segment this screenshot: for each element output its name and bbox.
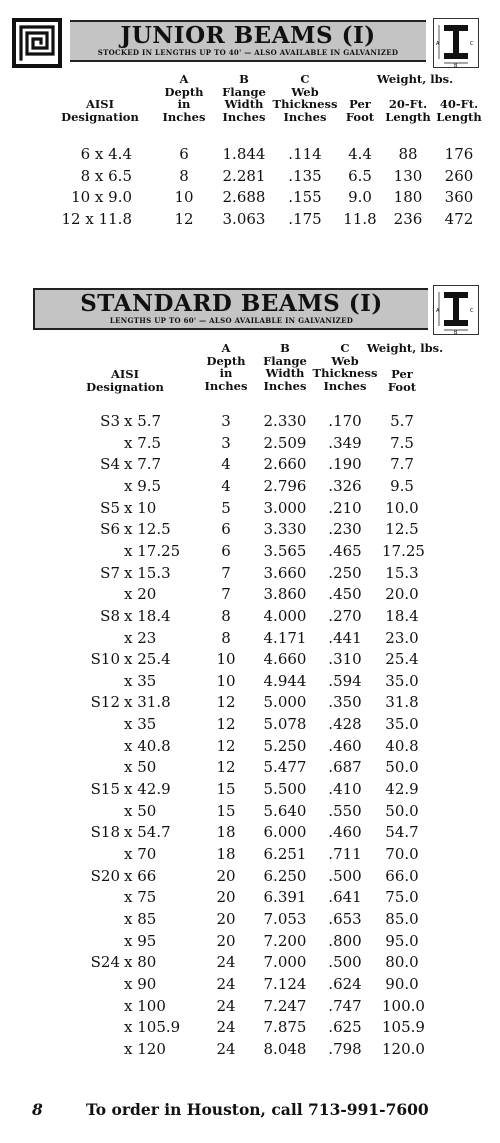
standard-cell-weight-designation: x 7.7 [124, 455, 162, 474]
table-row [0, 951, 500, 973]
table-row [0, 518, 500, 540]
standard-cell-web-thickness: .500 [328, 866, 362, 885]
standard-cell-flange-width: 7.053 [263, 909, 307, 928]
standard-cell-per-foot: 23.0 [385, 628, 419, 647]
standard-cell-per-foot: 75.0 [385, 888, 419, 907]
table-row [0, 800, 500, 822]
standard-cell-per-foot: 35.0 [385, 715, 419, 734]
standard-cell-depth: 18 [216, 823, 236, 842]
standard-cell-per-foot: 7.7 [390, 455, 414, 474]
table-row [0, 756, 500, 778]
standard-cell-weight-designation: x 85 [124, 909, 157, 928]
standard-cell-web-thickness: .711 [328, 845, 362, 863]
junior-cell-20ft-length: 88 [398, 145, 418, 163]
standard-cell-web-thickness: .550 [328, 801, 362, 820]
standard-cell-per-foot: 90.0 [385, 974, 419, 993]
junior-cell-designation: 8 x 6.5 [80, 166, 132, 185]
standard-cell-per-foot: 9.5 [390, 476, 414, 495]
standard-cell-web-thickness: .230 [328, 520, 362, 539]
standard-cell-per-foot: 7.5 [390, 433, 414, 452]
standard-cell-per-foot: 95.0 [385, 931, 419, 950]
junior-cell-web-thickness: .135 [288, 166, 322, 185]
order-contact-text: To order in Houston, call 713-991-7600 [86, 1100, 429, 1119]
junior-cell-designation: 10 x 9.0 [71, 188, 132, 206]
standard-title: STANDARD BEAMS (I) [80, 290, 383, 317]
standard-cell-depth: 12 [216, 736, 236, 755]
standard-cell-depth: 4 [221, 455, 231, 474]
standard-cell-per-foot: 25.4 [385, 650, 419, 669]
standard-cell-web-thickness: .310 [328, 650, 362, 669]
standard-cell-depth: 24 [216, 996, 236, 1015]
diagram-label-a: A [436, 41, 440, 47]
standard-cell-flange-width: 5.477 [263, 758, 307, 777]
table-row [0, 605, 500, 627]
standard-cell-weight-designation: x 17.25 [124, 541, 181, 560]
junior-cell-web-thickness: .114 [288, 145, 322, 163]
standard-subtitle: LENGTHS UP TO 60' — ALSO AVAILABLE IN GALVANIZED [109, 316, 354, 325]
standard-cell-flange-width: 3.565 [263, 541, 307, 560]
diagram-label-c: C [470, 308, 474, 314]
standard-cell-depth: 12 [216, 758, 236, 777]
standard-cell-series: S20 [90, 866, 120, 885]
standard-cell-per-foot: 40.8 [385, 736, 419, 755]
junior-cell-per-foot: 11.8 [343, 209, 377, 228]
table-row [0, 995, 500, 1017]
table-row [0, 143, 500, 165]
standard-cell-weight-designation: x 31.8 [124, 693, 171, 712]
table-row [0, 735, 500, 757]
standard-cell-web-thickness: .747 [328, 996, 362, 1015]
standard-cell-series: S10 [90, 650, 120, 669]
standard-header-per-foot: Per Foot [387, 367, 417, 394]
table-row [0, 627, 500, 649]
standard-cell-series: S8 [100, 606, 120, 625]
standard-cell-weight-designation: x 120 [124, 1039, 166, 1058]
standard-cell-weight-designation: x 15.3 [124, 563, 171, 582]
table-row [0, 540, 500, 562]
standard-cell-depth: 24 [216, 953, 236, 972]
junior-cell-20ft-length: 180 [393, 188, 423, 206]
standard-cell-series: S15 [90, 780, 120, 799]
standard-cell-flange-width: 5.640 [263, 801, 307, 820]
standard-cell-weight-designation: x 105.9 [124, 1018, 181, 1037]
standard-cell-series: S3 [100, 412, 120, 430]
table-row [0, 821, 500, 843]
table-row [0, 908, 500, 930]
standard-cell-weight-designation: x 23 [124, 628, 157, 647]
standard-cell-per-foot: 66.0 [385, 866, 419, 885]
standard-cell-flange-width: 4.171 [263, 628, 307, 647]
standard-cell-depth: 24 [216, 1039, 236, 1058]
junior-cell-designation: 6 x 4.4 [80, 145, 132, 163]
i-beam-diagram-icon [433, 285, 479, 335]
junior-cell-40ft-length: 176 [444, 145, 474, 163]
standard-cell-per-foot: 35.0 [385, 671, 419, 690]
junior-header-c: C Web Thickness Inches [272, 72, 338, 124]
standard-cell-weight-designation: x 25.4 [124, 650, 171, 669]
standard-cell-depth: 20 [216, 888, 236, 907]
standard-cell-depth: 15 [216, 801, 236, 820]
standard-cell-web-thickness: .594 [328, 671, 362, 690]
standard-cell-per-foot: 12.5 [385, 520, 419, 539]
junior-cell-web-thickness: .155 [288, 188, 322, 206]
table-row [0, 886, 500, 908]
standard-cell-web-thickness: .170 [328, 412, 362, 430]
table-row [0, 930, 500, 952]
standard-cell-per-foot: 5.7 [390, 412, 414, 430]
standard-cell-flange-width: 6.250 [263, 866, 307, 885]
standard-cell-depth: 15 [216, 780, 236, 799]
standard-cell-weight-designation: x 70 [124, 845, 157, 863]
junior-subtitle: STOCKED IN LENGTHS UP TO 40' — ALSO AVAILABLE IN GALVANIZED [97, 48, 399, 57]
standard-cell-weight-designation: x 54.7 [124, 823, 171, 842]
junior-cell-web-thickness: .175 [288, 209, 322, 228]
junior-header-designation: AISI Designation [61, 97, 139, 124]
standard-cell-flange-width: 3.860 [263, 585, 307, 604]
junior-title: JUNIOR BEAMS (I) [120, 22, 376, 49]
junior-header-20ft: 20-Ft. Length [385, 97, 431, 124]
standard-cell-per-foot: 54.7 [385, 823, 419, 842]
table-row [0, 778, 500, 800]
standard-cell-web-thickness: .441 [328, 628, 362, 647]
junior-header-per-foot: Per Foot [345, 97, 375, 124]
standard-cell-per-foot: 17.25 [382, 541, 425, 560]
junior-title-banner [70, 20, 426, 62]
standard-cell-flange-width: 4.944 [263, 671, 307, 690]
table-row [0, 691, 500, 713]
junior-cell-designation: 12 x 11.8 [61, 209, 132, 228]
standard-cell-flange-width: 7.875 [263, 1018, 307, 1037]
junior-cell-per-foot: 4.4 [348, 145, 372, 163]
table-row [0, 1038, 500, 1060]
standard-cell-weight-designation: x 100 [124, 996, 166, 1015]
table-row [0, 865, 500, 887]
table-row [0, 648, 500, 670]
standard-cell-series: S4 [100, 455, 120, 474]
standard-cell-flange-width: 4.660 [263, 650, 307, 669]
standard-cell-web-thickness: .450 [328, 585, 362, 604]
table-row [0, 410, 500, 432]
standard-cell-web-thickness: .410 [328, 780, 362, 799]
standard-cell-depth: 10 [216, 671, 236, 690]
standard-header-c: C Web Thickness Inches [312, 341, 378, 393]
junior-cell-flange-width: 3.063 [222, 209, 266, 228]
table-row [0, 432, 500, 454]
meander-logo-icon [12, 18, 62, 68]
standard-cell-weight-designation: x 12.5 [124, 520, 171, 539]
standard-cell-weight-designation: x 5.7 [124, 412, 162, 430]
standard-cell-depth: 24 [216, 974, 236, 993]
standard-cell-web-thickness: .641 [328, 888, 362, 907]
standard-cell-web-thickness: .460 [328, 736, 362, 755]
table-row [0, 186, 500, 208]
table-row [0, 843, 500, 865]
diagram-label-a: A [436, 308, 440, 314]
junior-cell-depth: 8 [179, 166, 189, 185]
table-row [0, 497, 500, 519]
standard-cell-series: S12 [90, 693, 120, 712]
standard-cell-weight-designation: x 35 [124, 671, 157, 690]
standard-cell-flange-width: 5.500 [263, 780, 307, 799]
standard-cell-per-foot: 10.0 [385, 498, 419, 517]
standard-cell-flange-width: 7.000 [263, 953, 307, 972]
standard-header-b: B Flange Width Inches [263, 341, 307, 393]
standard-cell-web-thickness: .270 [328, 606, 362, 625]
junior-cell-depth: 10 [174, 188, 194, 206]
standard-cell-series: S5 [100, 498, 120, 517]
standard-cell-weight-designation: x 18.4 [124, 606, 171, 625]
standard-cell-per-foot: 20.0 [385, 585, 419, 604]
standard-cell-weight-designation: x 75 [124, 888, 157, 907]
standard-cell-depth: 3 [221, 412, 231, 430]
standard-cell-per-foot: 15.3 [385, 563, 419, 582]
standard-cell-web-thickness: .250 [328, 563, 362, 582]
table-row [0, 165, 500, 187]
standard-cell-depth: 8 [221, 606, 231, 625]
junior-header-a: A Depth in Inches [162, 72, 206, 124]
standard-cell-web-thickness: .460 [328, 823, 362, 842]
junior-cell-40ft-length: 260 [444, 166, 474, 185]
junior-cell-40ft-length: 360 [444, 188, 474, 206]
diagram-label-b: B [454, 330, 458, 334]
standard-cell-web-thickness: .326 [328, 476, 362, 495]
standard-cell-flange-width: 6.251 [263, 845, 307, 863]
standard-cell-weight-designation: x 9.5 [124, 476, 162, 495]
standard-cell-flange-width: 7.247 [263, 996, 307, 1015]
junior-header-b: B Flange Width Inches [222, 72, 266, 124]
standard-cell-per-foot: 100.0 [382, 996, 425, 1015]
table-row [0, 475, 500, 497]
standard-cell-depth: 20 [216, 866, 236, 885]
standard-cell-series: S7 [100, 563, 120, 582]
standard-cell-per-foot: 120.0 [382, 1039, 425, 1058]
standard-cell-depth: 7 [221, 563, 231, 582]
standard-cell-weight-designation: x 7.5 [124, 433, 162, 452]
standard-cell-web-thickness: .500 [328, 953, 362, 972]
standard-cell-weight-designation: x 66 [124, 866, 157, 885]
standard-cell-flange-width: 2.509 [263, 433, 307, 452]
page-number: 8 [32, 1100, 43, 1119]
standard-weight-group-header: Weight, lbs. [366, 341, 444, 355]
standard-cell-weight-designation: x 95 [124, 931, 157, 950]
standard-cell-per-foot: 31.8 [385, 693, 419, 712]
junior-cell-depth: 12 [174, 209, 194, 228]
standard-cell-flange-width: 5.078 [263, 715, 307, 734]
standard-cell-depth: 8 [221, 628, 231, 647]
standard-cell-depth: 7 [221, 585, 231, 604]
standard-cell-web-thickness: .624 [328, 974, 362, 993]
standard-cell-depth: 20 [216, 909, 236, 928]
table-row [0, 562, 500, 584]
standard-cell-series: S6 [100, 520, 120, 539]
standard-cell-flange-width: 2.330 [263, 412, 307, 430]
standard-cell-depth: 6 [221, 520, 231, 539]
standard-cell-web-thickness: .428 [328, 715, 362, 734]
junior-cell-20ft-length: 236 [393, 209, 423, 228]
standard-cell-depth: 12 [216, 715, 236, 734]
junior-cell-40ft-length: 472 [444, 209, 474, 228]
standard-cell-web-thickness: .465 [328, 541, 362, 560]
standard-cell-flange-width: 3.000 [263, 498, 307, 517]
junior-cell-per-foot: 9.0 [348, 188, 372, 206]
standard-cell-series: S24 [90, 953, 120, 972]
standard-cell-depth: 10 [216, 650, 236, 669]
standard-cell-per-foot: 105.9 [382, 1018, 425, 1037]
standard-cell-flange-width: 3.660 [263, 563, 307, 582]
table-row [0, 1016, 500, 1038]
junior-cell-per-foot: 6.5 [348, 166, 372, 185]
standard-cell-per-foot: 50.0 [385, 758, 419, 777]
standard-cell-depth: 20 [216, 931, 236, 950]
standard-cell-depth: 18 [216, 845, 236, 863]
standard-cell-flange-width: 2.660 [263, 455, 307, 474]
standard-header-a: A Depth in Inches [204, 341, 248, 393]
junior-weight-group-header: Weight, lbs. [376, 72, 454, 86]
standard-cell-per-foot: 50.0 [385, 801, 419, 820]
standard-cell-flange-width: 6.391 [263, 888, 307, 907]
junior-cell-flange-width: 2.281 [222, 166, 266, 185]
standard-cell-flange-width: 5.000 [263, 693, 307, 712]
standard-cell-flange-width: 8.048 [263, 1039, 307, 1058]
standard-cell-weight-designation: x 50 [124, 801, 157, 820]
standard-cell-flange-width: 7.124 [263, 974, 307, 993]
diagram-label-b: B [454, 63, 458, 67]
standard-cell-per-foot: 42.9 [385, 780, 419, 799]
standard-cell-web-thickness: .210 [328, 498, 362, 517]
junior-cell-flange-width: 1.844 [222, 145, 266, 163]
junior-header-40ft: 40-Ft. Length [436, 97, 482, 124]
table-row [0, 670, 500, 692]
standard-cell-weight-designation: x 20 [124, 585, 157, 604]
standard-cell-weight-designation: x 40.8 [124, 736, 171, 755]
table-row [0, 208, 500, 230]
standard-cell-depth: 5 [221, 498, 231, 517]
standard-header-designation: AISI Designation [86, 367, 164, 394]
standard-cell-per-foot: 85.0 [385, 909, 419, 928]
standard-cell-per-foot: 70.0 [385, 845, 419, 863]
table-row [0, 713, 500, 735]
table-row [0, 583, 500, 605]
standard-cell-flange-width: 7.200 [263, 931, 307, 950]
standard-cell-web-thickness: .798 [328, 1039, 362, 1058]
standard-cell-depth: 4 [221, 476, 231, 495]
junior-cell-20ft-length: 130 [393, 166, 423, 185]
junior-cell-flange-width: 2.688 [222, 188, 266, 206]
standard-cell-weight-designation: x 90 [124, 974, 157, 993]
standard-cell-depth: 24 [216, 1018, 236, 1037]
standard-cell-web-thickness: .800 [328, 931, 362, 950]
diagram-label-c: C [470, 41, 474, 47]
standard-cell-depth: 6 [221, 541, 231, 560]
standard-cell-depth: 12 [216, 693, 236, 712]
table-row [0, 453, 500, 475]
standard-cell-web-thickness: .350 [328, 693, 362, 712]
standard-cell-weight-designation: x 80 [124, 953, 157, 972]
standard-cell-flange-width: 2.796 [263, 476, 307, 495]
standard-cell-weight-designation: x 50 [124, 758, 157, 777]
standard-cell-flange-width: 6.000 [263, 823, 307, 842]
standard-cell-per-foot: 80.0 [385, 953, 419, 972]
i-beam-diagram-icon [433, 18, 479, 68]
standard-cell-web-thickness: .625 [328, 1018, 362, 1037]
standard-cell-series: S18 [90, 823, 120, 842]
standard-cell-weight-designation: x 35 [124, 715, 157, 734]
standard-cell-web-thickness: .687 [328, 758, 362, 777]
table-row [0, 973, 500, 995]
standard-cell-flange-width: 4.000 [263, 606, 307, 625]
standard-title-banner [33, 288, 428, 330]
standard-cell-flange-width: 5.250 [263, 736, 307, 755]
standard-cell-weight-designation: x 42.9 [124, 780, 171, 799]
standard-cell-weight-designation: x 10 [124, 498, 157, 517]
standard-cell-web-thickness: .190 [328, 455, 362, 474]
standard-cell-per-foot: 18.4 [385, 606, 419, 625]
standard-cell-web-thickness: .653 [328, 909, 362, 928]
standard-cell-web-thickness: .349 [328, 433, 362, 452]
standard-cell-depth: 3 [221, 433, 231, 452]
junior-cell-depth: 6 [179, 145, 189, 163]
standard-cell-flange-width: 3.330 [263, 520, 307, 539]
